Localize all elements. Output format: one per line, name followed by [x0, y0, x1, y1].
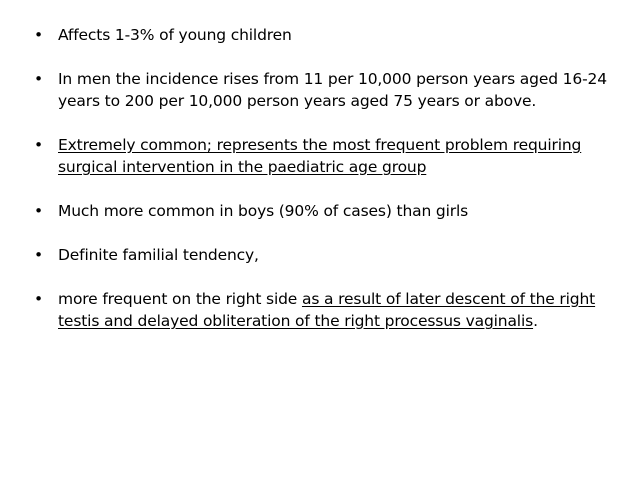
bullet-item-sex-ratio	[34, 200, 614, 222]
bullet-item-right-side	[34, 288, 614, 332]
bullet-dot-icon: •	[34, 202, 43, 220]
bullet-dot-icon: •	[34, 136, 43, 154]
bullet-item-familial-tendency	[34, 244, 614, 266]
bullet-dot-icon: •	[34, 26, 43, 44]
bullet-item-prevalence	[34, 24, 614, 46]
bullet-dot-icon: •	[34, 246, 43, 264]
bullet-text-underlined: Extremely common; represents the most frequent problem requiring surgical intervention in the paediatric age group	[58, 136, 582, 176]
bullet-list	[34, 24, 614, 332]
bullet-text: Much more common in boys (90% of cases) than girls	[58, 202, 469, 220]
bullet-dot-icon: •	[34, 70, 43, 88]
bullet-dot-icon: •	[34, 290, 43, 308]
bullet-text: In men the incidence rises from 11 per 10,000 person years aged 16-24 years to 200 per 10,000 person years aged 75 years or above.	[58, 70, 607, 110]
bullet-text-underlined: as a result of later descent of the right testis and delayed obliteration of the right processus vaginalis	[58, 290, 596, 330]
bullet-text-end: .	[533, 312, 538, 330]
bullet-text: Definite familial tendency,	[58, 246, 259, 264]
bullet-item-surgical-frequency	[34, 134, 614, 178]
bullet-text: more frequent on the right side	[58, 290, 302, 308]
bullet-text: Affects 1-3% of young children	[58, 26, 292, 44]
bullet-item-incidence-in-men	[34, 68, 614, 112]
